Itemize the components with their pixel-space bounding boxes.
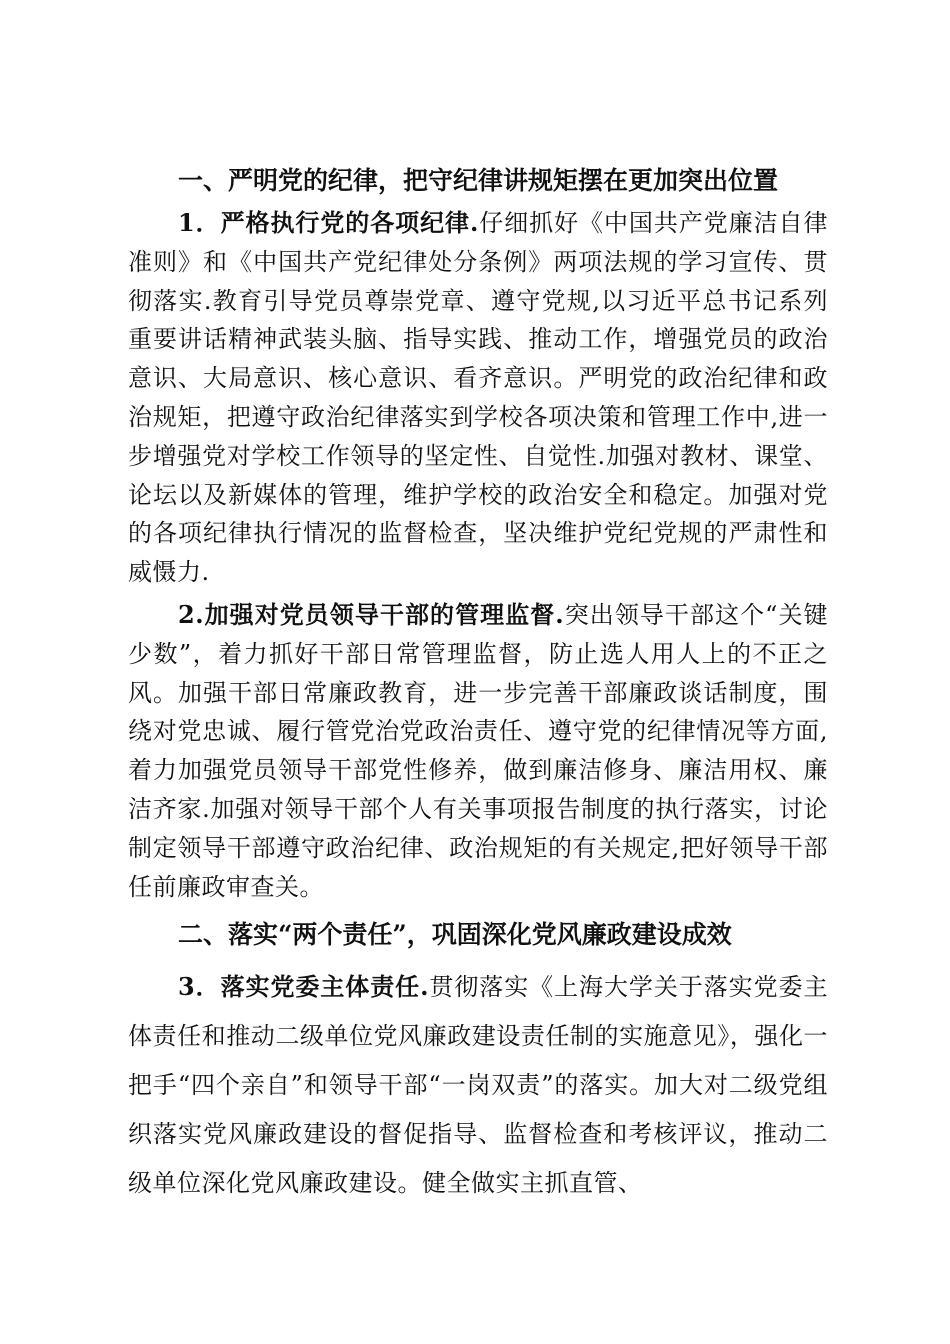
- paragraph-2-title: 2.加强对党员领导干部的管理监督.: [178, 599, 565, 629]
- paragraph-3-body: 贯彻落实《上海大学关于落实党委主体责任和推动二级单位党风廉政建设责任制的实施意见》，强化一把手“四个亲自”和领导干部“一岗双责”的落实。加大对二级党组织落实党风廉政建设的督促指导、监督检查和考核评议，推动二级单位深化党风廉政建设。健全做实主抓直管、: [128, 973, 828, 1198]
- paragraph-1-body: 仔细抓好《中国共产党廉洁自律准则》和《中国共产党纪律处分条例》两项法规的学习宣传、贯彻落实.教育引导党员尊崇党章、遵守党规,以习近平总书记系列重要讲话精神武装头脑、指导实践、推动工作，增强党员的政治意识、大局意识、核心意识、看齐意识。严明党的政治纪律和政治规矩，把遵守政治纪律落实到学校各项决策和管理工作中,进一步增强党对学校工作领导的坚定性、自觉性.加强对教材、课堂、论坛以及新媒体的管理，维护学校的政治安全和稳定。加强对党的各项纪律执行情况的监督检查，坚决维护党纪党规的严肃性和威慑力.: [128, 209, 829, 587]
- paragraph-1-title: 1．严格执行党的各项纪律.: [178, 208, 479, 237]
- document-body: [128, 158, 828, 1208]
- paragraph-1: [128, 204, 828, 592]
- paragraph-3-title: 3．落实党委主体责任.: [178, 972, 429, 1002]
- section-heading-1: 一、严明党的纪律，把守纪律讲规矩摆在更加突出位置: [178, 166, 779, 195]
- paragraph-2: [128, 596, 828, 906]
- paragraph-3: [128, 962, 828, 1208]
- paragraph-2-body: 突出领导干部这个“关键少数”，着力抓好干部日常管理监督，防止选人用人上的不正之风。加强干部日常廉政教育，进一步完善干部廉政谈话制度，围绕对党忠诚、履行管党治党政治责任、遵守党的纪律情况等方面,着力加强党员领导干部党性修养，做到廉洁修身、廉洁用权、廉洁齐家.加强对领导干部个人有关事项报告制度的执行落实，讨论制定领导干部遵守政治纪律、政治规矩的有关规定,把好领导干部任前廉政审查关。: [128, 600, 828, 901]
- section-heading-2: 二、落实“两个责任”，巩固深化党风廉政建设成效: [178, 920, 732, 950]
